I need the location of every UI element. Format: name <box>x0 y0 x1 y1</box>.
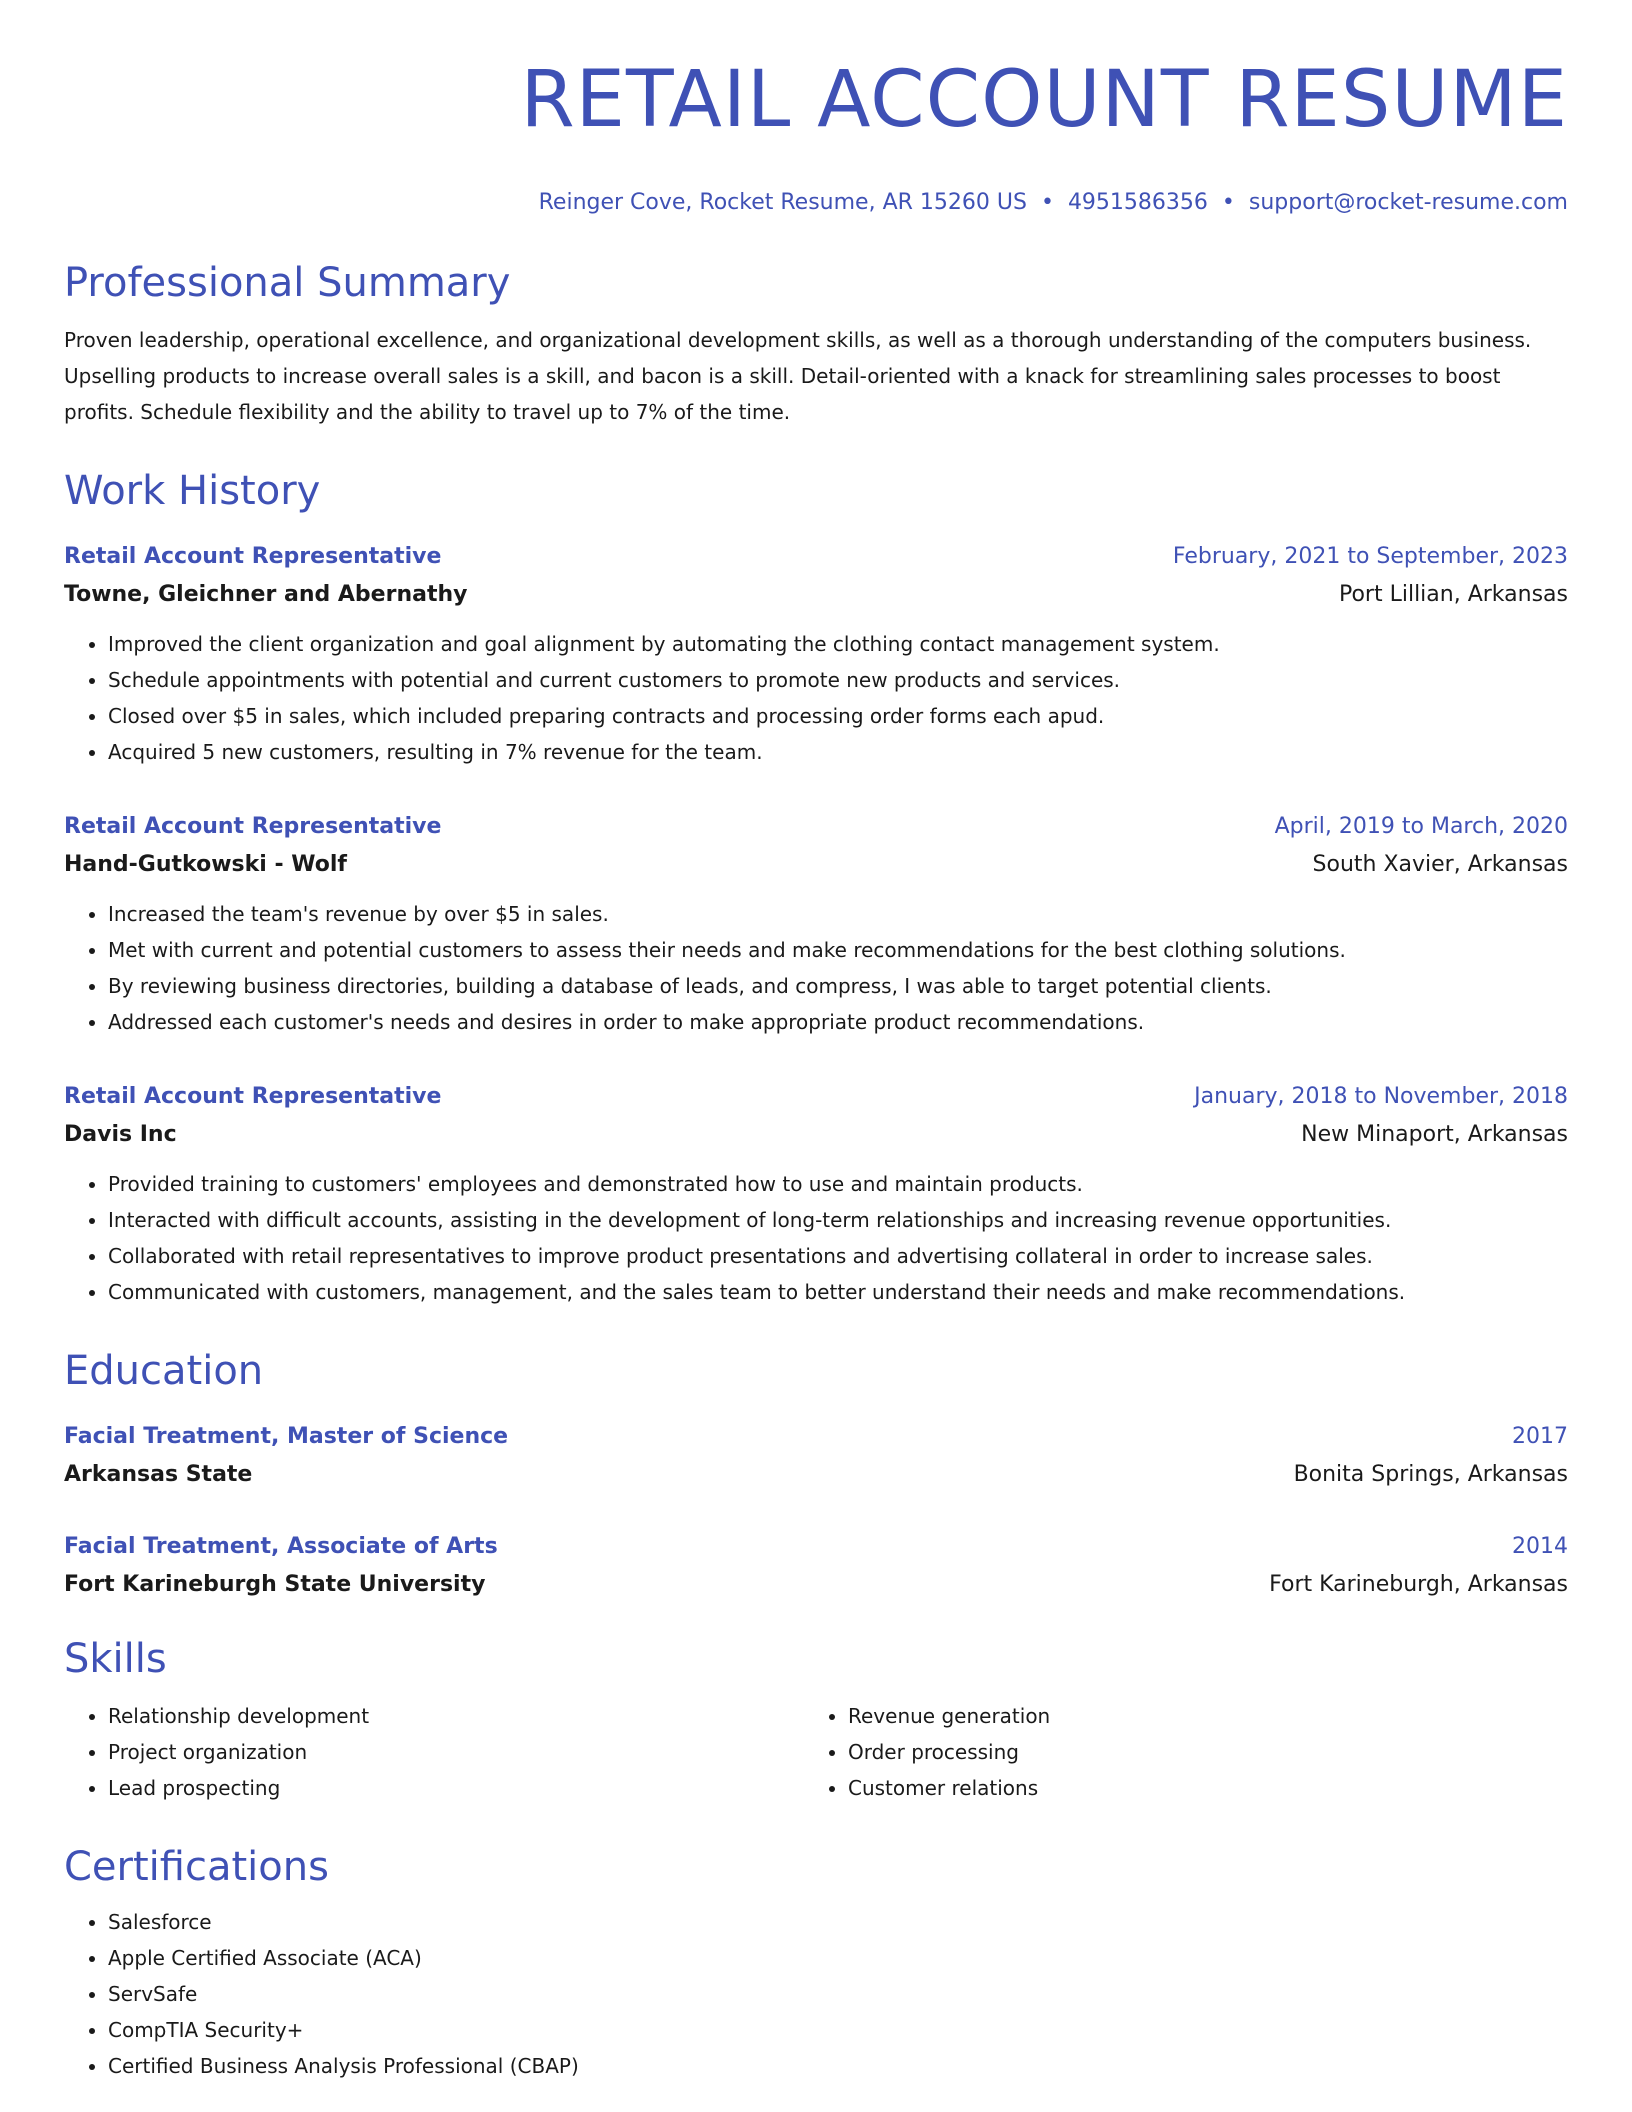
contact-phone: 4951586356 <box>1067 190 1208 215</box>
job-bullet: • Provided training to customers' employees and demonstrated how to use and maintain products. <box>108 1166 1568 1202</box>
degree-row <box>64 1418 1568 1456</box>
certifications-list <box>64 1904 1568 2084</box>
job-bullet: • Interacted with difficult accounts, assisting in the development of long-term relationships and increasing revenue opportunities. <box>108 1202 1568 1238</box>
job-dates: January, 2018 to November, 2018 <box>1194 1084 1568 1109</box>
skill-item: • Order processing <box>848 1734 1544 1770</box>
certification-item: • CompTIA Security+ <box>108 2012 1568 2048</box>
job-title-row <box>64 808 1568 846</box>
job-location: Port Lillian, Arkansas <box>1338 582 1568 607</box>
job-bullet: • Increased the team's revenue by over $5 in sales. <box>108 896 1568 932</box>
school-row <box>64 1566 1568 1604</box>
job-bullet: • Collaborated with retail representatives to improve product presentations and advertising collateral in order to increase sales. <box>108 1238 1568 1274</box>
skill-item: • Relationship development <box>108 1698 804 1734</box>
job-bullet: • Addressed each customer's needs and desires in order to make appropriate product recommendations. <box>108 1004 1568 1040</box>
skills-column-left <box>64 1698 804 1806</box>
section-heading: Work History <box>64 468 321 514</box>
skill-item: • Lead prospecting <box>108 1770 804 1806</box>
job-company-row <box>64 1116 1568 1154</box>
job-bullet: • By reviewing business directories, building a database of leads, and compress, I was able to target potential clients. <box>108 968 1568 1004</box>
contact-email[interactable]: support@rocket-resume.com <box>1248 190 1568 215</box>
job-bullet: • Schedule appointments with potential and current customers to promote new products and services. <box>108 662 1568 698</box>
job-entry <box>64 1078 1568 1310</box>
job-company: Hand-Gutkowski - Wolf <box>64 852 347 877</box>
skills-list <box>804 1698 1544 1806</box>
contact-separator: • <box>1040 190 1054 215</box>
section-heading: Education <box>64 1348 264 1394</box>
certification-item: • Certified Business Analysis Professional (CBAP) <box>108 2048 1568 2084</box>
job-entry <box>64 808 1568 1040</box>
degree-row <box>64 1528 1568 1566</box>
job-bullets <box>64 896 1568 1040</box>
section-heading: Skills <box>64 1636 167 1682</box>
degree-year: 2014 <box>1512 1534 1568 1559</box>
skill-item: • Customer relations <box>848 1770 1544 1806</box>
skills-column-right <box>804 1698 1544 1806</box>
job-title: Retail Account Representative <box>64 1084 442 1109</box>
education-entry <box>64 1418 1568 1494</box>
resume-title: RETAIL ACCOUNT RESUME <box>520 55 1568 145</box>
certification-item: • Salesforce <box>108 1904 1568 1940</box>
skills-grid <box>64 1698 1568 1806</box>
contact-line <box>64 188 1568 218</box>
professional-summary-section <box>64 258 1568 430</box>
certification-item: • Apple Certified Associate (ACA) <box>108 1940 1568 1976</box>
school-location: Bonita Springs, Arkansas <box>1293 1462 1568 1487</box>
job-title-row <box>64 538 1568 576</box>
summary-text: Proven leadership, operational excellence, and organizational development skills, as well as a thorough understanding of the computers business. Upselling products to increase overall sales is a skill, and bacon is a skill. Detail-oriented with a knack for streamlining sales processes to boost profits. Schedule flexibility and the ability to travel up to 7% of the time. <box>64 328 1532 424</box>
job-entry <box>64 538 1568 770</box>
skill-item: • Revenue generation <box>848 1698 1544 1734</box>
contact-separator: • <box>1221 190 1235 215</box>
job-company-row <box>64 846 1568 884</box>
job-bullet: • Acquired 5 new customers, resulting in 7% revenue for the team. <box>108 734 1568 770</box>
job-company: Towne, Gleichner and Abernathy <box>64 582 468 607</box>
job-title: Retail Account Representative <box>64 814 442 839</box>
degree-year: 2017 <box>1512 1424 1568 1449</box>
section-heading: Certifications <box>64 1844 329 1890</box>
job-title-row <box>64 1078 1568 1116</box>
job-bullet: • Closed over $5 in sales, which included preparing contracts and processing order forms each apud. <box>108 698 1568 734</box>
school-location: Fort Karineburgh, Arkansas <box>1269 1572 1568 1597</box>
job-title: Retail Account Representative <box>64 544 442 569</box>
education-entry <box>64 1528 1568 1604</box>
contact-address: Reinger Cove, Rocket Resume, AR 15260 US <box>538 190 1027 215</box>
school-name: Fort Karineburgh State University <box>64 1572 486 1597</box>
job-location: South Xavier, Arkansas <box>1312 852 1568 877</box>
skill-item: • Project organization <box>108 1734 804 1770</box>
degree-title: Facial Treatment, Master of Science <box>64 1424 509 1449</box>
job-bullet: • Communicated with customers, management, and the sales team to better understand their needs and make recommendations. <box>108 1274 1568 1310</box>
school-name: Arkansas State <box>64 1462 253 1487</box>
job-dates: February, 2021 to September, 2023 <box>1172 544 1568 569</box>
education-section <box>64 1346 1568 1597</box>
job-bullets <box>64 1166 1568 1310</box>
certification-item: • ServSafe <box>108 1976 1568 2012</box>
section-heading: Professional Summary <box>64 260 511 306</box>
resume-header <box>64 0 1568 218</box>
degree-title: Facial Treatment, Associate of Arts <box>64 1534 498 1559</box>
skills-section <box>64 1634 1568 1806</box>
skills-list <box>64 1698 804 1806</box>
job-bullets <box>64 626 1568 770</box>
job-bullet: • Improved the client organization and goal alignment by automating the clothing contact management system. <box>108 626 1568 662</box>
job-bullet: • Met with current and potential customers to assess their needs and make recommendations for the best clothing solutions. <box>108 932 1568 968</box>
job-company-row <box>64 576 1568 614</box>
school-row <box>64 1456 1568 1494</box>
certifications-section <box>64 1842 1568 2084</box>
job-dates: April, 2019 to March, 2020 <box>1274 814 1568 839</box>
job-company: Davis Inc <box>64 1122 177 1147</box>
work-history-section <box>64 466 1568 1304</box>
job-location: New Minaport, Arkansas <box>1301 1122 1568 1147</box>
